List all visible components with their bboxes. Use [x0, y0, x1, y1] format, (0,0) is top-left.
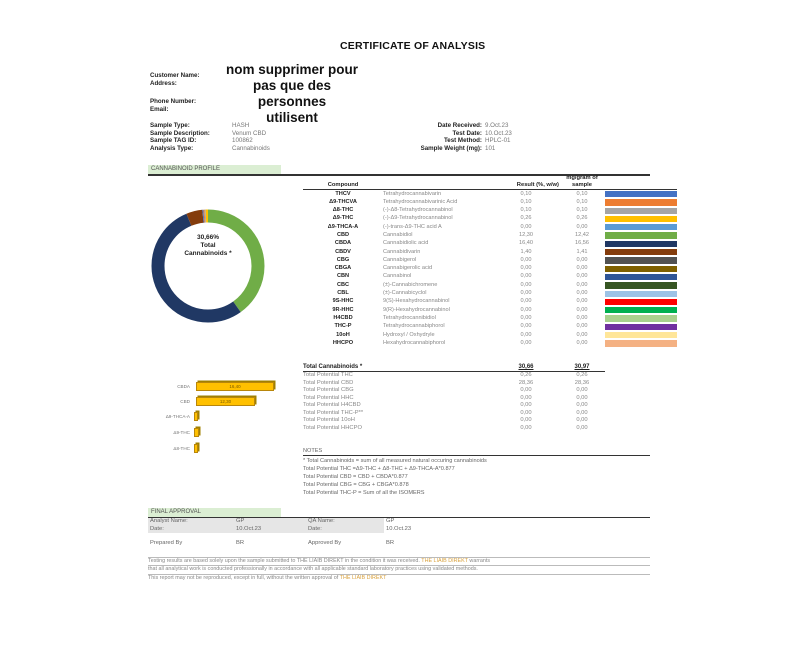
disclaimer — [148, 557, 650, 582]
compound-color-cell — [605, 223, 677, 231]
bar-chart — [150, 378, 274, 456]
potential-label: Total Potential 10oH — [303, 417, 355, 423]
compound-code: 9R-HHC — [332, 306, 354, 313]
compound-color-cell — [605, 190, 677, 198]
color-swatch — [605, 315, 677, 321]
compound-code: CBC — [336, 281, 350, 288]
analysis-type-value: Cannabinoids — [232, 144, 270, 152]
header-result: Result (%, w/w) — [516, 182, 559, 188]
compound-result: 0,00 — [520, 331, 532, 338]
compound-row — [303, 207, 677, 215]
compound-name: Tetrahydrocannibidiol — [383, 314, 436, 321]
compound-row — [303, 323, 677, 331]
compound-row — [303, 256, 677, 264]
compound-color-cell — [605, 314, 677, 322]
compound-code: THC-P — [334, 323, 352, 330]
potential-mg: 0,00 — [576, 409, 588, 416]
qa-name-value: GP — [386, 518, 395, 524]
cannabinoid-profile-section-label: CANNABINOID PROFILE — [148, 165, 281, 174]
compound-color-cell — [605, 281, 677, 289]
color-swatch — [605, 224, 677, 230]
compound-code: CBG — [336, 256, 350, 263]
potential-row — [303, 402, 605, 410]
bar-d9thca — [194, 412, 198, 421]
color-swatch — [605, 216, 677, 222]
bar-row — [150, 408, 274, 424]
final-approval-section-label: FINAL APPROVAL — [148, 508, 281, 517]
note-line: * Total Cannabinoids = sum of all measured natural occuring cannabinoids — [303, 458, 487, 464]
header-compound: Compound — [327, 182, 359, 188]
color-swatch — [605, 324, 677, 330]
address-label: Address: — [150, 80, 177, 87]
compound-table — [303, 172, 677, 348]
analyst-name-value: GP — [234, 518, 306, 526]
approved-by-label: Approved By — [308, 540, 342, 546]
note-line: Total Potential THC-P = Sum of all the ISOMERS — [303, 490, 425, 496]
potential-row — [303, 417, 605, 425]
bar-label: Δ9-THC — [173, 429, 190, 435]
bar-label: CBDA — [177, 383, 190, 389]
compound-result: 0,00 — [520, 323, 532, 330]
compound-code: Δ8-THC — [332, 207, 354, 214]
potential-mg: 0,00 — [576, 424, 588, 431]
color-swatch — [605, 307, 677, 313]
compound-name: (-)-trans-Δ9-THC acid A — [383, 223, 442, 230]
compound-result: 0,00 — [520, 281, 532, 288]
compound-mg: 0,00 — [576, 314, 588, 321]
test-method-label: Test Method: — [443, 137, 482, 144]
potential-label: Total Potential CBD — [303, 379, 354, 386]
potential-mg: 0,26 — [576, 372, 588, 378]
compound-result: 0,00 — [520, 298, 532, 305]
disclaimer-line-2: that all analytical work is conducted professionally in accordance with all applicable standard laboratory practices using validated methods. — [148, 566, 650, 574]
header-mg-line2: sample — [572, 182, 592, 188]
color-swatch — [605, 208, 677, 214]
color-swatch — [605, 191, 677, 197]
potential-row — [303, 387, 605, 395]
compound-row — [303, 290, 677, 298]
brand-name: THE LIAIB DIREKT — [339, 574, 387, 581]
compound-result: 12,30 — [519, 231, 533, 238]
compound-mg: 0,10 — [576, 198, 588, 205]
compound-row — [303, 273, 677, 281]
color-swatch — [605, 274, 677, 280]
disclaimer-text: This report may not be reproduced, except in full, without the written approval of — [148, 574, 339, 581]
color-swatch — [605, 257, 677, 263]
compound-result: 0,10 — [520, 207, 532, 214]
bar-row — [150, 378, 274, 394]
bar-row — [150, 394, 274, 408]
compound-code: 10oH — [336, 331, 350, 338]
color-swatch — [605, 282, 677, 288]
compound-name: Cannabigerol — [383, 256, 417, 263]
bar-d9thc — [194, 428, 199, 437]
compound-code: Δ9-THC — [332, 215, 354, 222]
compound-color-cell — [605, 265, 677, 273]
potential-result: 0,00 — [520, 409, 532, 416]
bar-label: CBD — [180, 398, 190, 404]
color-swatch — [605, 299, 677, 305]
prepared-by-label: Prepared By — [150, 540, 183, 546]
bar-d8thc — [194, 444, 198, 453]
compound-color-cell — [605, 339, 677, 347]
bar-row — [150, 440, 274, 456]
test-date-value: 10.Oct.23 — [485, 129, 512, 137]
compound-mg: 0,00 — [576, 323, 588, 330]
compound-color-cell — [605, 323, 677, 331]
compound-mg: 0,00 — [576, 306, 588, 313]
compound-result: 0,00 — [520, 290, 532, 297]
redaction-line: nom supprimer pour — [225, 62, 358, 77]
note-line: Total Potential CBD = CBD + CBDA*0.877 — [303, 474, 408, 480]
compound-mg: 0,00 — [576, 223, 588, 230]
bar-label: Δ9-THCA-A — [165, 413, 190, 419]
color-swatch — [605, 199, 677, 205]
compound-name: (-)-Δ9-Tetrahydrocannabinol — [383, 215, 453, 222]
compound-mg: 0,10 — [576, 207, 588, 214]
potential-label: Total Potential THC-P** — [303, 409, 364, 416]
potential-result: 0,00 — [520, 387, 532, 393]
compound-row — [303, 198, 677, 206]
notes-heading: NOTES — [303, 448, 323, 454]
compound-color-cell — [605, 306, 677, 314]
compound-mg: 1,41 — [576, 248, 588, 255]
potential-result: 0,00 — [520, 417, 532, 423]
bar-cbda: 16,40 — [196, 382, 274, 391]
compound-code: CBGA — [334, 265, 352, 272]
color-swatch — [605, 232, 677, 238]
compound-color-cell — [605, 198, 677, 206]
compound-mg: 0,00 — [576, 273, 588, 280]
analysis-type-label: Analysis Type: — [150, 144, 194, 152]
color-swatch — [605, 291, 677, 297]
potential-mg: 0,00 — [576, 387, 588, 393]
compound-color-cell — [605, 248, 677, 256]
potential-result: 28,36 — [518, 379, 534, 386]
sample-tag-label: Sample TAG ID: — [150, 137, 197, 144]
compound-color-cell — [605, 273, 677, 281]
notes-rule — [303, 455, 650, 456]
compound-row — [303, 298, 677, 306]
compound-code: CBD — [336, 231, 350, 238]
bar-row — [150, 424, 274, 440]
donut-caption: Cannabinoids * — [184, 250, 232, 257]
total-cannabinoids-label: Total Cannabinoids * — [303, 364, 363, 370]
compound-code: H4CBD — [333, 314, 353, 321]
potential-row — [303, 372, 605, 380]
header-blank — [383, 172, 493, 189]
total-cannabinoids-mg: 30,97 — [574, 364, 590, 370]
compound-result: 0,00 — [520, 273, 532, 280]
compound-name: Tetrahydrocannabiphorol — [383, 323, 445, 330]
compound-mg: 0,00 — [576, 256, 588, 263]
notes-section — [303, 447, 650, 497]
compound-mg: 0,10 — [576, 190, 588, 197]
note-line: Total Potential CBG = CBG + CBGA*0.878 — [303, 482, 409, 488]
compound-row — [303, 281, 677, 289]
compound-code: CBDA — [334, 240, 352, 247]
potential-result: 0,00 — [520, 424, 532, 431]
compound-name: Tetrahydrocannabivarinic Acid — [383, 198, 458, 205]
customer-name-label: Customer Name: — [150, 72, 200, 79]
compound-row — [303, 240, 677, 248]
sample-info-right — [400, 122, 512, 152]
potential-result: 0,00 — [520, 394, 532, 401]
compound-color-cell — [605, 290, 677, 298]
compound-code: CBDV — [335, 248, 351, 255]
potential-label: Total Potential H4CBD — [303, 402, 361, 408]
compound-name: Cannabidiol — [383, 231, 413, 238]
disclaimer-text: Testing results are based solely upon the sample submitted to THE LIAIB DIREKT in the condition it was received. — [148, 558, 420, 564]
compound-row — [303, 223, 677, 231]
test-method-value: HPLC-01 — [485, 137, 511, 144]
donut-total: Total — [200, 242, 216, 249]
disclaimer-line-1 — [148, 558, 650, 566]
compound-code: Δ9-THCA-A — [327, 223, 359, 230]
compound-result: 0,00 — [520, 256, 532, 263]
qa-date-value: 10.Oct.23 — [386, 525, 412, 532]
sample-type-label: Sample Type: — [150, 122, 190, 129]
sample-description-value: Venum CBD — [232, 129, 267, 137]
potential-label: Total Potential HHC — [303, 394, 354, 401]
analyst-date-label: Date: — [148, 526, 234, 534]
potential-row — [303, 395, 605, 403]
compound-mg: 0,00 — [576, 331, 588, 338]
compound-result: 0,00 — [520, 306, 532, 313]
sample-info-left — [150, 122, 270, 152]
compound-color-cell — [605, 331, 677, 339]
header-mg-line1: mg/gram of — [566, 175, 598, 181]
compound-name: Hydroxyl / Oxhydryle — [383, 331, 435, 338]
potential-row — [303, 410, 605, 418]
compound-result: 0,10 — [520, 198, 532, 205]
compound-name: Cannabidivarin — [383, 248, 421, 255]
sample-tag-value: 100862 — [232, 137, 253, 144]
compound-code: 9S-HHC — [332, 298, 354, 305]
compound-color-cell — [605, 240, 677, 248]
header-mg — [559, 172, 605, 189]
potential-result: 0,00 — [520, 402, 532, 408]
compound-row — [303, 231, 677, 239]
compound-result: 1,40 — [520, 248, 532, 255]
compound-result: 0,00 — [520, 223, 532, 230]
potential-mg: 0,00 — [576, 402, 588, 408]
qa-date-label: Date: — [306, 526, 384, 534]
prepared-by-value: BR — [236, 540, 245, 546]
compound-mg: 0,26 — [576, 215, 588, 222]
disclaimer-text: warrants — [469, 558, 491, 564]
color-swatch — [605, 340, 677, 346]
compound-name: 9(S)-Hexahydrocannabinol — [383, 298, 450, 305]
potential-mg: 28,36 — [574, 379, 590, 386]
bar-label: Δ8-THC — [173, 445, 190, 451]
donut-percent: 30,66% — [196, 234, 220, 241]
total-cannabinoids-result: 30,66 — [518, 364, 534, 370]
redaction-line: utilisent — [266, 110, 318, 125]
compound-result: 0,00 — [520, 314, 532, 321]
potential-mg: 0,00 — [576, 394, 588, 401]
compound-name: Tetrahydrocannabivarin — [383, 190, 442, 197]
compound-result: 0,10 — [520, 190, 532, 197]
potential-mg: 0,00 — [576, 417, 588, 423]
cannabinoid-donut-chart — [148, 206, 268, 326]
sample-weight-label: Sample Weight (mg): — [420, 144, 482, 152]
note-line: Total Potential THC =Δ9-THC + Δ8-THC + Δ9-THCA-A*0.877 — [303, 466, 455, 472]
compound-name: Cannabinol — [383, 273, 412, 280]
compound-mg: 0,00 — [576, 290, 588, 297]
potential-label: Total Potential THC — [303, 372, 353, 378]
compound-color-cell — [605, 256, 677, 264]
compound-color-cell — [605, 298, 677, 306]
compound-result: 16,40 — [519, 240, 533, 247]
compound-row — [303, 331, 677, 339]
compound-code: Δ9-THCVA — [329, 198, 357, 205]
qa-name-label: QA Name: — [306, 518, 384, 526]
potential-row — [303, 425, 605, 433]
analyst-date-value: 10.Oct.23 — [234, 526, 306, 534]
compound-name: Hexahydrocannabiphorol — [383, 339, 446, 346]
color-swatch — [605, 249, 677, 255]
compound-color-cell — [605, 215, 677, 223]
potential-result: 0,26 — [520, 372, 532, 378]
color-swatch — [605, 241, 677, 247]
compound-mg: 16,56 — [575, 240, 589, 247]
color-swatch — [605, 332, 677, 338]
disclaimer-line-3 — [148, 575, 650, 582]
email-label: Email: — [150, 106, 169, 113]
compound-color-cell — [605, 231, 677, 239]
analyst-name-label: Analyst Name: — [148, 518, 234, 526]
sample-description-label: Sample Description: — [150, 129, 210, 137]
date-received-label: Date Received: — [437, 122, 482, 129]
compound-row — [303, 248, 677, 256]
redaction-note — [222, 62, 362, 126]
compound-name: Cannabidiolic acid — [383, 240, 429, 247]
compound-code: HHCPO — [332, 339, 354, 346]
compound-name: (±)-Cannabichromene — [383, 281, 438, 288]
page-title: CERTIFICATE OF ANALYSIS — [340, 40, 486, 52]
compound-mg: 0,00 — [576, 281, 588, 288]
test-date-label: Test Date: — [452, 129, 482, 137]
sample-type-value: HASH — [232, 122, 250, 129]
compound-row — [303, 314, 677, 322]
compound-code: CBN — [336, 273, 350, 280]
compound-name: (±)-Cannabicyclol — [383, 290, 427, 297]
potential-label: Total Potential CBG — [303, 387, 354, 393]
compound-row — [303, 265, 677, 273]
compound-row — [303, 215, 677, 223]
brand-name: THE LIAIB DIREKT — [421, 558, 468, 564]
phone-label: Phone Number: — [150, 98, 197, 105]
potential-row — [303, 380, 605, 388]
compound-mg: 0,00 — [576, 265, 588, 272]
header-swatch-blank — [605, 172, 677, 189]
compound-code: CBL — [337, 290, 349, 297]
compound-row — [303, 339, 677, 347]
compound-row — [303, 190, 677, 198]
bar-cbd: 12,30 — [196, 397, 255, 406]
compound-name: Cannabigerolic acid — [383, 265, 433, 272]
color-swatch — [605, 266, 677, 272]
donut-center-label — [168, 234, 248, 258]
totals-table — [303, 363, 605, 432]
compound-result: 0,00 — [520, 339, 532, 346]
approval-table — [148, 518, 468, 548]
compound-result: 0,00 — [520, 265, 532, 272]
compound-code: THCV — [335, 190, 351, 197]
compound-mg: 12,42 — [575, 231, 589, 238]
approved-by-value: BR — [386, 540, 395, 546]
compound-mg: 0,00 — [576, 298, 588, 305]
compound-name: 9(R)-Hexahydrocannabinol — [383, 306, 450, 313]
compound-result: 0,26 — [520, 215, 532, 222]
sample-weight-value: 101 — [485, 144, 496, 152]
compound-name: (-)-Δ8-Tetrahydrocannabinol — [383, 207, 453, 214]
redaction-line: pas que des personnes — [252, 78, 332, 109]
compound-row — [303, 306, 677, 314]
date-received-value: 9.Oct.23 — [485, 122, 509, 129]
compound-mg: 0,00 — [576, 339, 588, 346]
potential-label: Total Potential HHCPO — [303, 424, 362, 431]
compound-color-cell — [605, 207, 677, 215]
